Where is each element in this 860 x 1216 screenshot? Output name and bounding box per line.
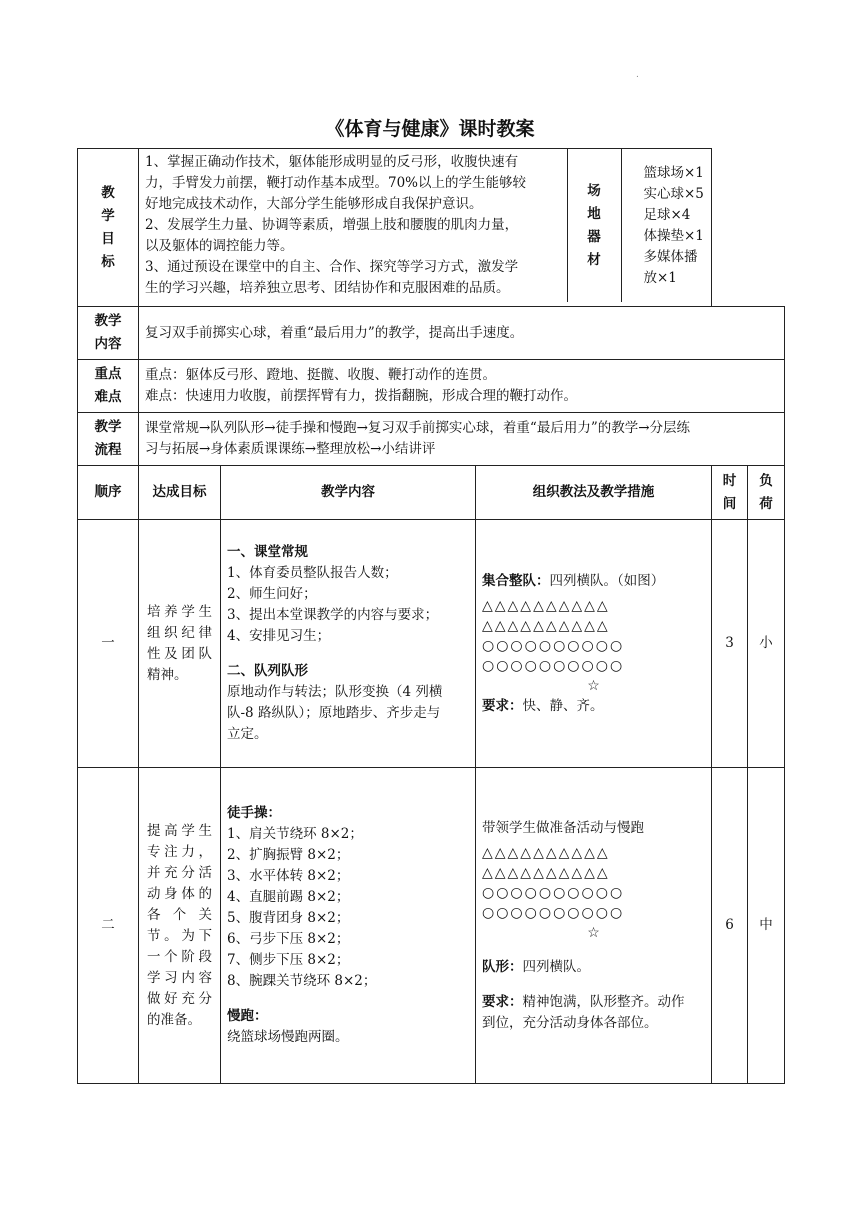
objectives-text: 1、掌握正确动作技术，躯体能形成明显的反弓形，收腹快速有 力，手臂发力前摆，鞭打动作基本成型。70%以上的学生能够较 好地完成技术动作，大部分学生能够形成自我保护意识。 2、发展学生力量、协调等素质，增强上肢和腰腹的肌肉力量， 以及躯体的调控能力等。 3、通过预设在课堂中的自主、合作、探究等学习方式，激发学 生的学习兴趣，培养独立思考、团结协作和克服困难的品质。	[139, 149, 567, 302]
objectives-equipment-cell	[139, 149, 712, 307]
objectives-label: 教 学 目 标	[78, 149, 139, 307]
formation-circles: ○○○○○○○○○○	[482, 657, 625, 674]
header-load: 负 荷	[748, 466, 785, 520]
header-time: 时 间	[712, 466, 748, 520]
lesson-plan-table	[77, 148, 785, 1084]
teacher-star-icon: ☆	[587, 677, 600, 694]
header-goal: 达成目标	[139, 466, 221, 520]
flow-text: 课堂常规→队列队形→徒手操和慢跑→复习双手前掷实心球，着重“最后用力”的教学→分层练 习与拓展→身体素质课课练→整理放松→小结讲评	[139, 413, 785, 466]
row-load: 中	[748, 768, 785, 1084]
formation-triangles: △△△△△△△△△△	[482, 844, 610, 861]
key-points-row	[78, 360, 785, 413]
row-method: 集合整队：四列横队。（如图） △△△△△△△△△△ △△△△△△△△△△ ○○○○○○○○○○ ○○○○○○○○○○ ☆ 要求：快、静、齐。	[476, 520, 712, 768]
key-points-label: 重点 难点	[78, 360, 139, 413]
formation-triangles: △△△△△△△△△△	[482, 597, 610, 614]
objectives-row	[78, 149, 785, 307]
table-header-row	[78, 466, 785, 520]
formation-circles: ○○○○○○○○○○	[482, 904, 625, 921]
table-row	[78, 520, 785, 768]
formation-circles: ○○○○○○○○○○	[482, 884, 625, 901]
row-order: 二	[78, 768, 139, 1084]
equipment-list: 篮球场×1 实心球×5 足球×4 体操垫×1 多媒体播放×1	[643, 164, 704, 286]
formation-circles: ○○○○○○○○○○	[482, 637, 625, 654]
content-row	[78, 307, 785, 360]
row-content: 一、课堂常规 1、体育委员整队报告人数； 2、师生问好； 3、提出本堂课教学的内容与要求； 4、安排见习生； 二、队列队形 原地动作与转法；队形变换（4 列横 队-8 路纵队）；原地踏步、齐步走与 立定。	[221, 520, 476, 768]
row-time: 3	[712, 520, 748, 768]
row-time: 6	[712, 768, 748, 1084]
flow-label: 教学 流程	[78, 413, 139, 466]
flow-row	[78, 413, 785, 466]
row-content: 徒手操： 1、肩关节绕环 8×2； 2、扩胸振臂 8×2； 3、水平体转 8×2； 4、直腿前踢 8×2； 5、腹背团身 8×2； 6、弓步下压 8×2； 7、侧步下压 8×2； 8、腕踝关节绕环 8×2； 慢跑： 绕篮球场慢跑两圈。	[221, 768, 476, 1084]
row-order: 一	[78, 520, 139, 768]
table-row	[78, 768, 785, 1084]
header-method: 组织教法及教学措施	[476, 466, 712, 520]
content-label: 教学 内容	[78, 307, 139, 360]
formation-triangles: △△△△△△△△△△	[482, 617, 610, 634]
header-order: 顺序	[78, 466, 139, 520]
page-title: 《体育与健康》课时教案	[325, 118, 535, 140]
key-points-text: 重点：躯体反弓形、蹬地、挺髋、收腹、鞭打动作的连贯。 难点：快速用力收腹，前摆挥臂有力，拨指翻腕，形成合理的鞭打动作。	[139, 360, 785, 413]
row-goal: 培养学生组织纪律性及团队精神。	[139, 520, 221, 768]
top-mark: .	[636, 70, 639, 80]
row-load: 小	[748, 520, 785, 768]
header-content: 教学内容	[221, 466, 476, 520]
equipment-label: 场 地 器 材	[567, 149, 621, 302]
row-goal: 提高学生专注力，并充分活动身体的各个关节。为下一个阶段学习内容做好充分的准备。	[139, 768, 221, 1084]
formation-triangles: △△△△△△△△△△	[482, 864, 610, 881]
row-method: 带领学生做准备活动与慢跑 △△△△△△△△△△ △△△△△△△△△△ ○○○○○○○○○○ ○○○○○○○○○○ ☆ 队形：四列横队。 要求：精神饱满，队形整齐。动作 到位，充分活动身体各部位。	[476, 768, 712, 1084]
content-text: 复习双手前掷实心球，着重“最后用力”的教学，提高出手速度。	[139, 307, 785, 360]
teacher-star-icon: ☆	[587, 924, 600, 941]
